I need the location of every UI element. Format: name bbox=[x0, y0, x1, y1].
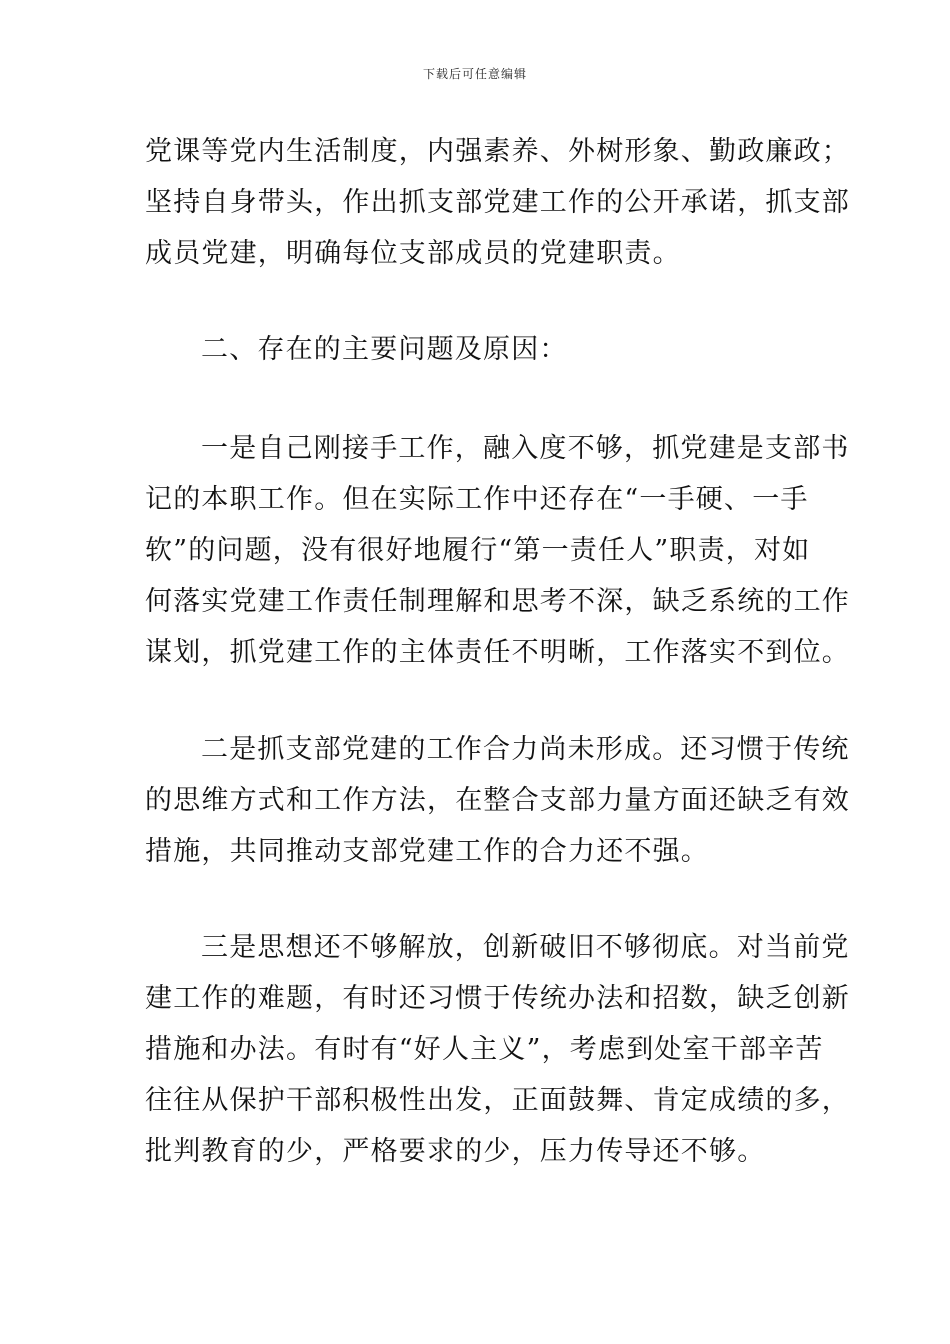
text-line: 党课等党内生活制度，内强素养、外树形象、勤政廉政； bbox=[145, 136, 850, 167]
paragraph-problem-2 bbox=[145, 724, 850, 877]
text-line: 坚持自身带头，作出抓支部党建工作的公开承诺，抓支部 bbox=[145, 187, 850, 218]
section-heading bbox=[145, 324, 809, 375]
text-line: 记的本职工作。但在实际工作中还存在“一手硬、一手 bbox=[145, 484, 809, 515]
text-line: 软”的问题，没有很好地履行“第一责任人”职责，对如 bbox=[145, 535, 811, 566]
paragraph-problem-3 bbox=[145, 922, 850, 1177]
paragraph-problem-1 bbox=[145, 423, 850, 678]
text-line: 何落实党建工作责任制理解和思考不深，缺乏系统的工作 bbox=[145, 586, 850, 617]
text-line: 的思维方式和工作方法，在整合支部力量方面还缺乏有效 bbox=[145, 785, 850, 816]
heading-text: 二、存在的主要问题及原因： bbox=[201, 334, 568, 365]
text-line: 三是思想还不够解放，创新破旧不够彻底。对当前党 bbox=[201, 932, 850, 963]
text-line: 措施和办法。有时有“好人主义”，考虑到处室干部辛苦 bbox=[145, 1034, 824, 1065]
paragraph-continuation bbox=[145, 126, 850, 279]
text-line: 措施，共同推动支部党建工作的合力还不强。 bbox=[145, 836, 709, 867]
text-line: 成员党建，明确每位支部成员的党建职责。 bbox=[145, 238, 681, 269]
page-header: 下载后可任意编辑 bbox=[422, 67, 527, 81]
text-line: 二是抓支部党建的工作合力尚未形成。还习惯于传统 bbox=[201, 734, 850, 765]
text-line: 一是自己刚接手工作，融入度不够，抓党建是支部书 bbox=[201, 433, 850, 464]
text-line: 建工作的难题，有时还习惯于传统办法和招数，缺乏创新 bbox=[145, 983, 850, 1014]
text-line: 往往从保护干部积极性出发，正面鼓舞、肯定成绩的多， bbox=[145, 1085, 850, 1116]
text-line: 批判教育的少，严格要求的少，压力传导还不够。 bbox=[145, 1136, 766, 1167]
text-line: 谋划，抓党建工作的主体责任不明晰，工作落实不到位。 bbox=[145, 637, 850, 668]
